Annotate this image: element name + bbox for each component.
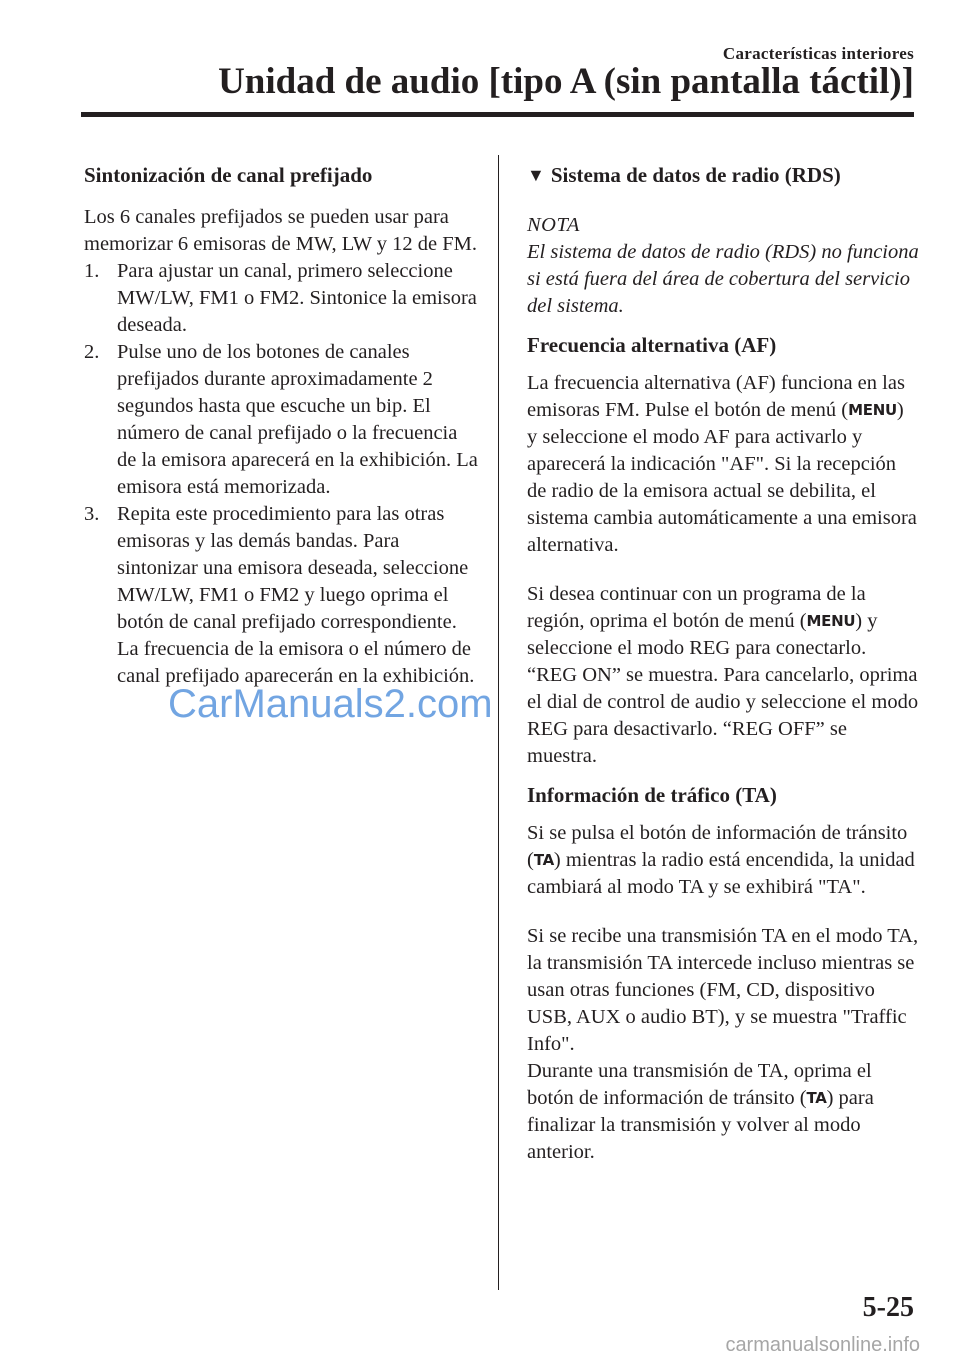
- column-divider: [498, 155, 499, 1290]
- af-paragraph-1: [527, 370, 919, 559]
- step-number: 3.: [84, 503, 100, 525]
- step-text: Para ajustar un canal, primero seleccione MW/LW, FM1 o FM2. Sintonice la emisora deseada.: [117, 260, 477, 336]
- ta3-text-a: Durante una transmisión de TA, oprima el botón de información de tránsito (: [527, 1060, 872, 1109]
- list-item: [84, 501, 480, 690]
- ta-text-a: Si se pulsa el botón de información de tránsito (: [527, 822, 908, 871]
- step-number: 1.: [84, 260, 100, 282]
- left-column: [84, 160, 480, 690]
- reg-text-b: ) y seleccione el modo REG para conectarlo. “REG ON” se muestra. Para cancelarlo, oprima el dial de control de audio y seleccione el modo REG para desactivarlo. “REG OFF” se muestra.: [527, 610, 919, 767]
- heading-af: Frecuencia alternativa (AF): [527, 333, 777, 357]
- af-text-b: ) y seleccione el modo AF para activarlo y aparecerá la indicación "AF". Si la recepción de radio de la emisora actual se debilita, el sistema cambia automáticamente a una emisora alternativa.: [527, 399, 917, 556]
- heading-preset-tuning: Sintonización de canal prefijado: [84, 163, 373, 187]
- menu-key-icon: MENU: [806, 612, 856, 630]
- reg-text-a: Si desea continuar con un programa de la región, oprima el botón de menú (: [527, 583, 866, 632]
- footer-url[interactable]: carmanualsonline.info: [725, 1334, 920, 1356]
- menu-key-icon: MENU: [848, 401, 897, 419]
- list-item: [84, 258, 480, 339]
- list-item: [84, 339, 480, 501]
- heading-rds: [527, 160, 919, 190]
- triangle-down-icon: ▼: [527, 165, 545, 185]
- steps-list: [84, 258, 480, 690]
- ta-text-b: ) mientras la radio está encendida, la unidad cambiará al modo TA y se exhibirá "TA".: [527, 849, 915, 898]
- note-text: El sistema de datos de radio (RDS) no funciona si está fuera del área de cobertura del servicio del sistema.: [527, 241, 919, 317]
- heading-rds-text: Sistema de datos de radio (RDS): [550, 163, 841, 187]
- af-paragraph-2: [527, 581, 919, 770]
- note-label: NOTA: [527, 214, 580, 236]
- header-rule: [81, 112, 914, 117]
- page-number: 5-25: [862, 1292, 914, 1323]
- step-number: 2.: [84, 341, 100, 363]
- ta-key-icon: TA: [533, 851, 554, 869]
- watermark: CarManuals2.com: [168, 682, 493, 726]
- ta-paragraph-1: [527, 820, 919, 901]
- af-text-a: La frecuencia alternativa (AF) funciona en las emisoras FM. Pulse el botón de menú (: [527, 372, 905, 421]
- section-label: Características interiores: [722, 44, 914, 63]
- right-column: [527, 160, 919, 1166]
- intro-paragraph: Los 6 canales prefijados se pueden usar para memorizar 6 emisoras de MW, LW y 12 de FM.: [84, 206, 478, 255]
- ta-key-icon: TA: [806, 1089, 827, 1107]
- ta3-text-b: ) para finalizar la transmisión y volver al modo anterior.: [527, 1087, 874, 1163]
- ta-paragraph-2: Si se recibe una transmisión TA en el modo TA, la transmisión TA intercede incluso mientras se usan otras funciones (FM, CD, dispositivo USB, AUX o audio BT), y se muestra "Traffic Info".: [527, 925, 919, 1055]
- ta-paragraph-3: [527, 1058, 919, 1166]
- step-text: Repita este procedimiento para las otras emisoras y las demás bandas. Para sintonizar una emisora deseada, seleccione MW/LW, FM1 o FM2 y luego oprima el botón de canal prefijado correspondiente. La frecuencia de la emisora o el número de canal prefijado aparecerán en la exhibición.: [117, 503, 475, 687]
- heading-ta: Información de tráfico (TA): [527, 783, 777, 807]
- step-text: Pulse uno de los botones de canales prefijados durante aproximadamente 2 segundos hasta que escuche un bip. El número de canal prefijado o la frecuencia de la emisora aparecerá en la exhibición. La emisora está memorizada.: [117, 341, 478, 498]
- page-title: Unidad de audio [tipo A (sin pantalla táctil)]: [218, 61, 914, 102]
